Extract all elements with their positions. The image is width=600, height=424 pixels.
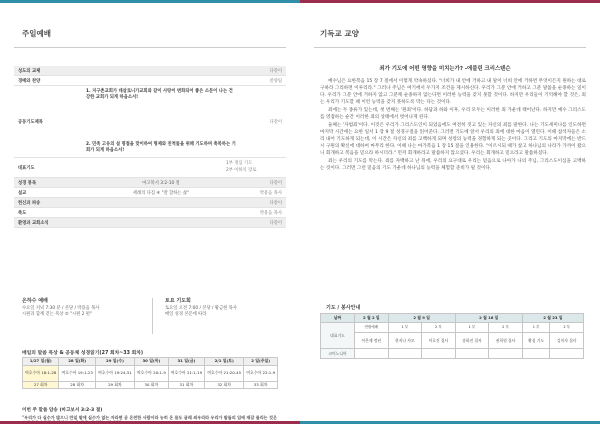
culture-title: 기독교 교양 [320, 29, 359, 38]
worship-title: 주일예배 [22, 29, 51, 38]
memory-verse-title: 이번 주 말씀 암송 (마고보서 3:2-3 절) [22, 408, 103, 413]
worship-order [14, 66, 286, 228]
order-row: 설교 세례의 다짐 ④ "잘 할하는 삶" 박용음 목사 [14, 188, 286, 198]
order-row: 헌신과 파송 다같이 [14, 198, 286, 208]
prayer-items: 1. 지구촌교회가 데살로니가교회와 같이 사랑이 변화되어 좋은 소문이 나는 건강한 교회가 되게 하옵소서! 2. 민족 고유의 설 명절을 맞이하여 형제와 친척들을 위해 기도하며 축복하는 기회가 되게 하옵소서! [86, 88, 236, 153]
duty-title: 기도 / 봉사안내 [326, 305, 361, 311]
top-accent-bar [0, 0, 300, 3]
article-title: 죄가 기도에 어떤 영향을 미치는가? -에블린 크리스텐슨 [379, 66, 511, 72]
table-row: 대표기도 연합예배 1 부 2 부 1 부 2 부 1 부 2 부 [321, 323, 584, 333]
title-rule [14, 47, 286, 48]
table-row: 27 회차 28 회차 29 회차 30 회차 31 회차 32 회차 33 회차 [23, 381, 278, 389]
duty-table [320, 313, 584, 359]
article-body: 예수님은 요한복음 15 장 7 절에서 이렇게 약속하셨다. "너희가 내 안에 거하고 내 말이 너희 안에 거하면 무엇이든지 원하는 대로 구하라 그리하면 이루리라." 그러나 주님은 여기에서 두가지 조건을 제시하신다. 우리가 그분 안에 거하고 그분 말씀을 순종하는 일이다. 우리가 그분 안에 거하지 않고 그분께 순종하지 않는다면 이러한 능력을 갖지 못할 것이다. 하지만 우리들이 기억해야 할 것은, 죄는 우리가 기도할 때 이런 능력을 갖지 못하도록 막는 다는 것이다. 죄에는 두 종류가 있는데, 첫 번째는 '원죄'이다. 하담과 하와 이후, 우리 모두는 이러한 죄 가운데 태어난다. 하지만 예수 그리스도를 영접하는 순간 이러한 죄의 상태에서 벗어나게 된다. 둘째는 '자범죄'이다. 이것은 우리가 그리스도인이 되었음에도 여전히 짓고 있는 자신의 죄를 말한다. 나는 기도세미나를 인도하면 마지막 시간에는 요한 일서 1 장 9 절 성경구절을 읽어준다. 그러면 기도에 앞서 우리의 죄에 대한 마음이 열린다. 이때 참석자들은 소리 내어 기도하게 되는데, 이 시간은 자신의 죄를 고백하게 되며 성령의 능력을 경험하게 되는 곳이다. 그리고 기도의 마지막에는 반드시 구원의 확신에 대하여 마무리 한다. 이때 나는 마가복음 1 장 15 절을 인용한다. "이르시되 때가 찼고 하나님의 나라가 가까이 왔으니 회개하고 복음을 믿으라 하시더라." 먼저 회개하라고 말씀하지 않으셨다. 우리는 회개하고 믿으라고 말씀하셨다. 죄는 우리의 기도를 막는다. 죄를 자백하고 난 뒤에, 우리의 요구대로 우리는 믿음으로 나아가 나의 주님, 그리스도이심을 고백하는 것이다. 그러면 그런 믿음의 기도 가운데 하나님의 능력을 체험할 준비가 될 것이다. [320, 79, 586, 171]
reading-schedule-table [22, 357, 278, 389]
wednesday-service: 온하수 예배 수요일 저녁 7:30 분 / 본당 / 박용음 목사 시편과 함께 걷는 묵상 ② "시편 2 편" [22, 298, 100, 318]
table-row: 1/27 일(월) 28 일(화) 29 일(수) 30 일(목) 31 일(금) 2/1 일(토) 2 일(주일) [23, 358, 278, 366]
saturday-prayer: 토요 기도회 토요일 오전 7:00 / 본당 / 황금현 목사 매일 성경 본문에 따라 [165, 298, 237, 318]
table-row: 날짜 2 월 2 일 2 월 9 일 2 월 16 일 2 월 23 일 [321, 314, 584, 323]
order-row-prayer: 공동기도제목 1. 지구촌교회가 데살로니가교회와 같이 사랑이 변화되어 좋은 소문이 나는 건강한 교회가 되게 하옵소서! 2. 민족 고유의 설 명절을 맞이하여 형제와 친척들을 위해 기도하며 축복하는 기회가 되게 하옵소서! 다같이 [14, 86, 286, 158]
order-row: 성경 봉독 마고복서 3:2-10 절 다같이 [14, 178, 286, 188]
top-accent-bar [300, 0, 600, 3]
memory-verse-text: "우리가 다 실수가 많으니 만일 말에 실수가 없는 자라면 곧 온전한 사람이라 능히 온 몸도 굴레 씌우리라 우리가 말들의 입에 재갈 물리는 것은 [22, 415, 277, 420]
schedule-title: 매일의 말씀 묵상 & 공동체 성경읽기(27 회차~33 회차) [22, 351, 144, 356]
order-row: 경배와 찬양 찬양팀 [14, 76, 286, 86]
service-divider [152, 298, 153, 334]
order-row: 대표기도 1부 정심 기도 2부 이하석 장로 [14, 158, 286, 178]
table-row: 코이노니아 [321, 349, 584, 359]
order-row: 환영과 교회소식 다같이 [14, 218, 286, 228]
table-row: 여호수아 18:1-28 여호수아 19:1-23 여호수아 19:24-51 여호수아 20:1-9 여호수아 21:1-19 여호수아 21:20-45 여호수아 22:1-9 [23, 365, 278, 381]
table-row: 이은재 정년 한지나 사모 이호진 집사 송하진 집사 권희원 집사 황심 기도 김미자 집사 [321, 333, 584, 349]
order-row: 축도 박용음 목사 [14, 208, 286, 218]
order-row: 성도의 교제 다같이 [14, 66, 286, 76]
title-rule [314, 47, 586, 48]
